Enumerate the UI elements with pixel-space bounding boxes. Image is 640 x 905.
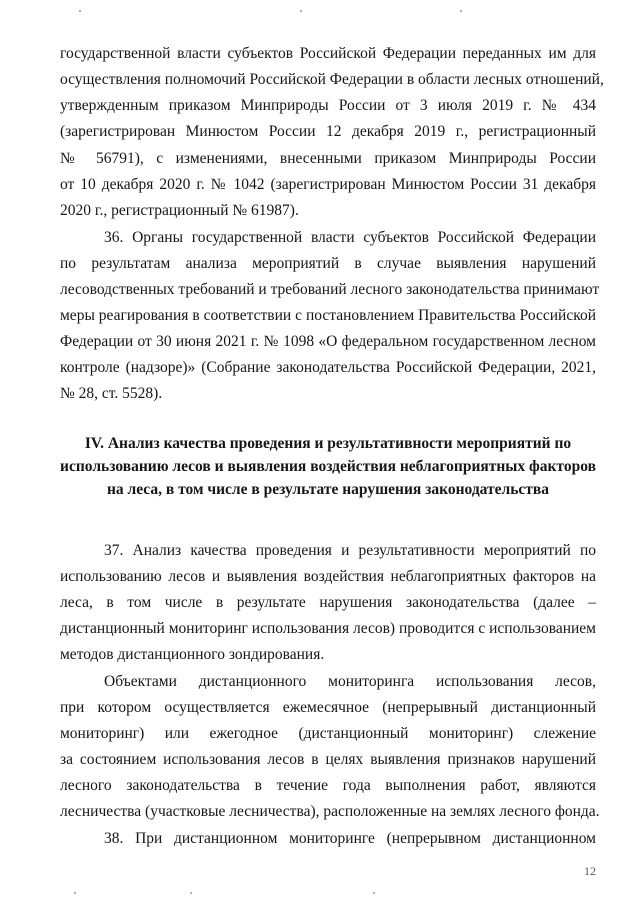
text-line: при котором осуществляется ежемесячное (непрерывный дистанционный xyxy=(60,699,596,716)
scan-speck xyxy=(460,10,462,12)
text-line: государственной власти субъектов Российской Федерации переданных им для xyxy=(60,45,596,62)
scan-speck xyxy=(74,892,76,894)
text-line: осуществления полномочий Российской Федерации в области лесных отношений, xyxy=(60,71,604,88)
text-line: № 56791), с изменениями, внесенными приказом Минприроды России xyxy=(60,150,596,167)
text-line: за состоянием использования лесов в целях выявления признаков нарушений xyxy=(60,751,596,768)
text-line: (зарегистрирован Минюстом России 12 декабря 2019 г., регистрационный xyxy=(60,123,596,140)
text-line: лесничества (участковые лесничества), расположенные на землях лесного фонда. xyxy=(60,803,600,820)
scan-speck xyxy=(79,10,81,12)
page-number: 12 xyxy=(584,864,596,878)
text-line: лесоводственных требований и требований лесного законодательства принимают xyxy=(60,281,600,298)
text-line: утвержденным приказом Минприроды России от 3 июля 2019 г. № 434 xyxy=(60,97,596,114)
scan-speck xyxy=(373,892,375,894)
text-line: леса, в том числе в результате нарушения законодательства (далее – xyxy=(60,594,596,611)
text-line: Федерации от 30 июня 2021 г. № 1098 «О федеральном государственном лесном xyxy=(60,333,596,350)
paragraph-37-first-line: 37. Анализ качества проведения и результативности мероприятий по xyxy=(104,542,596,559)
section-heading-line: использованию лесов и выявления воздействия неблагоприятных факторов xyxy=(60,458,596,475)
section-heading-line: IV. Анализ качества проведения и результативности мероприятий по xyxy=(84,435,572,452)
text-line: лесного законодательства в течение года выполнения работ, являются xyxy=(60,777,596,794)
paragraph-36-first-line: 36. Органы государственной власти субъектов Российской Федерации xyxy=(104,229,596,246)
paragraph-38-first-line: 38. При дистанционном мониторинге (непрерывном дистанционном xyxy=(104,830,596,847)
scan-speck xyxy=(300,10,302,12)
text-line: меры реагирования в соответствии с постановлением Правительства Российской xyxy=(60,307,596,324)
text-line: методов дистанционного зондирования. xyxy=(60,646,325,663)
text-line: по результатам анализа мероприятий в случае выявления нарушений xyxy=(60,255,596,272)
text-line: от 10 декабря 2020 г. № 1042 (зарегистрирован Минюстом России 31 декабря xyxy=(60,176,596,193)
text-line: контроле (надзоре)» (Собрание законодательства Российской Федерации, 2021, xyxy=(60,359,596,376)
text-line: использованию лесов и выявления воздействия неблагоприятных факторов на xyxy=(60,568,596,585)
text-line: 2020 г., регистрационный № 61987). xyxy=(60,202,299,219)
paragraph-first-line: Объектами дистанционного мониторинга использования лесов, xyxy=(104,673,596,690)
scan-speck xyxy=(190,892,192,894)
text-line: мониторинг) или ежегодное (дистанционный мониторинг) слежение xyxy=(60,725,596,742)
text-line: № 28, ст. 5528). xyxy=(60,385,163,402)
text-line: дистанционный мониторинг использования лесов) проводится с использованием xyxy=(60,620,596,637)
section-heading-line: на леса, в том числе в результате нарушения законодательства xyxy=(106,481,550,498)
